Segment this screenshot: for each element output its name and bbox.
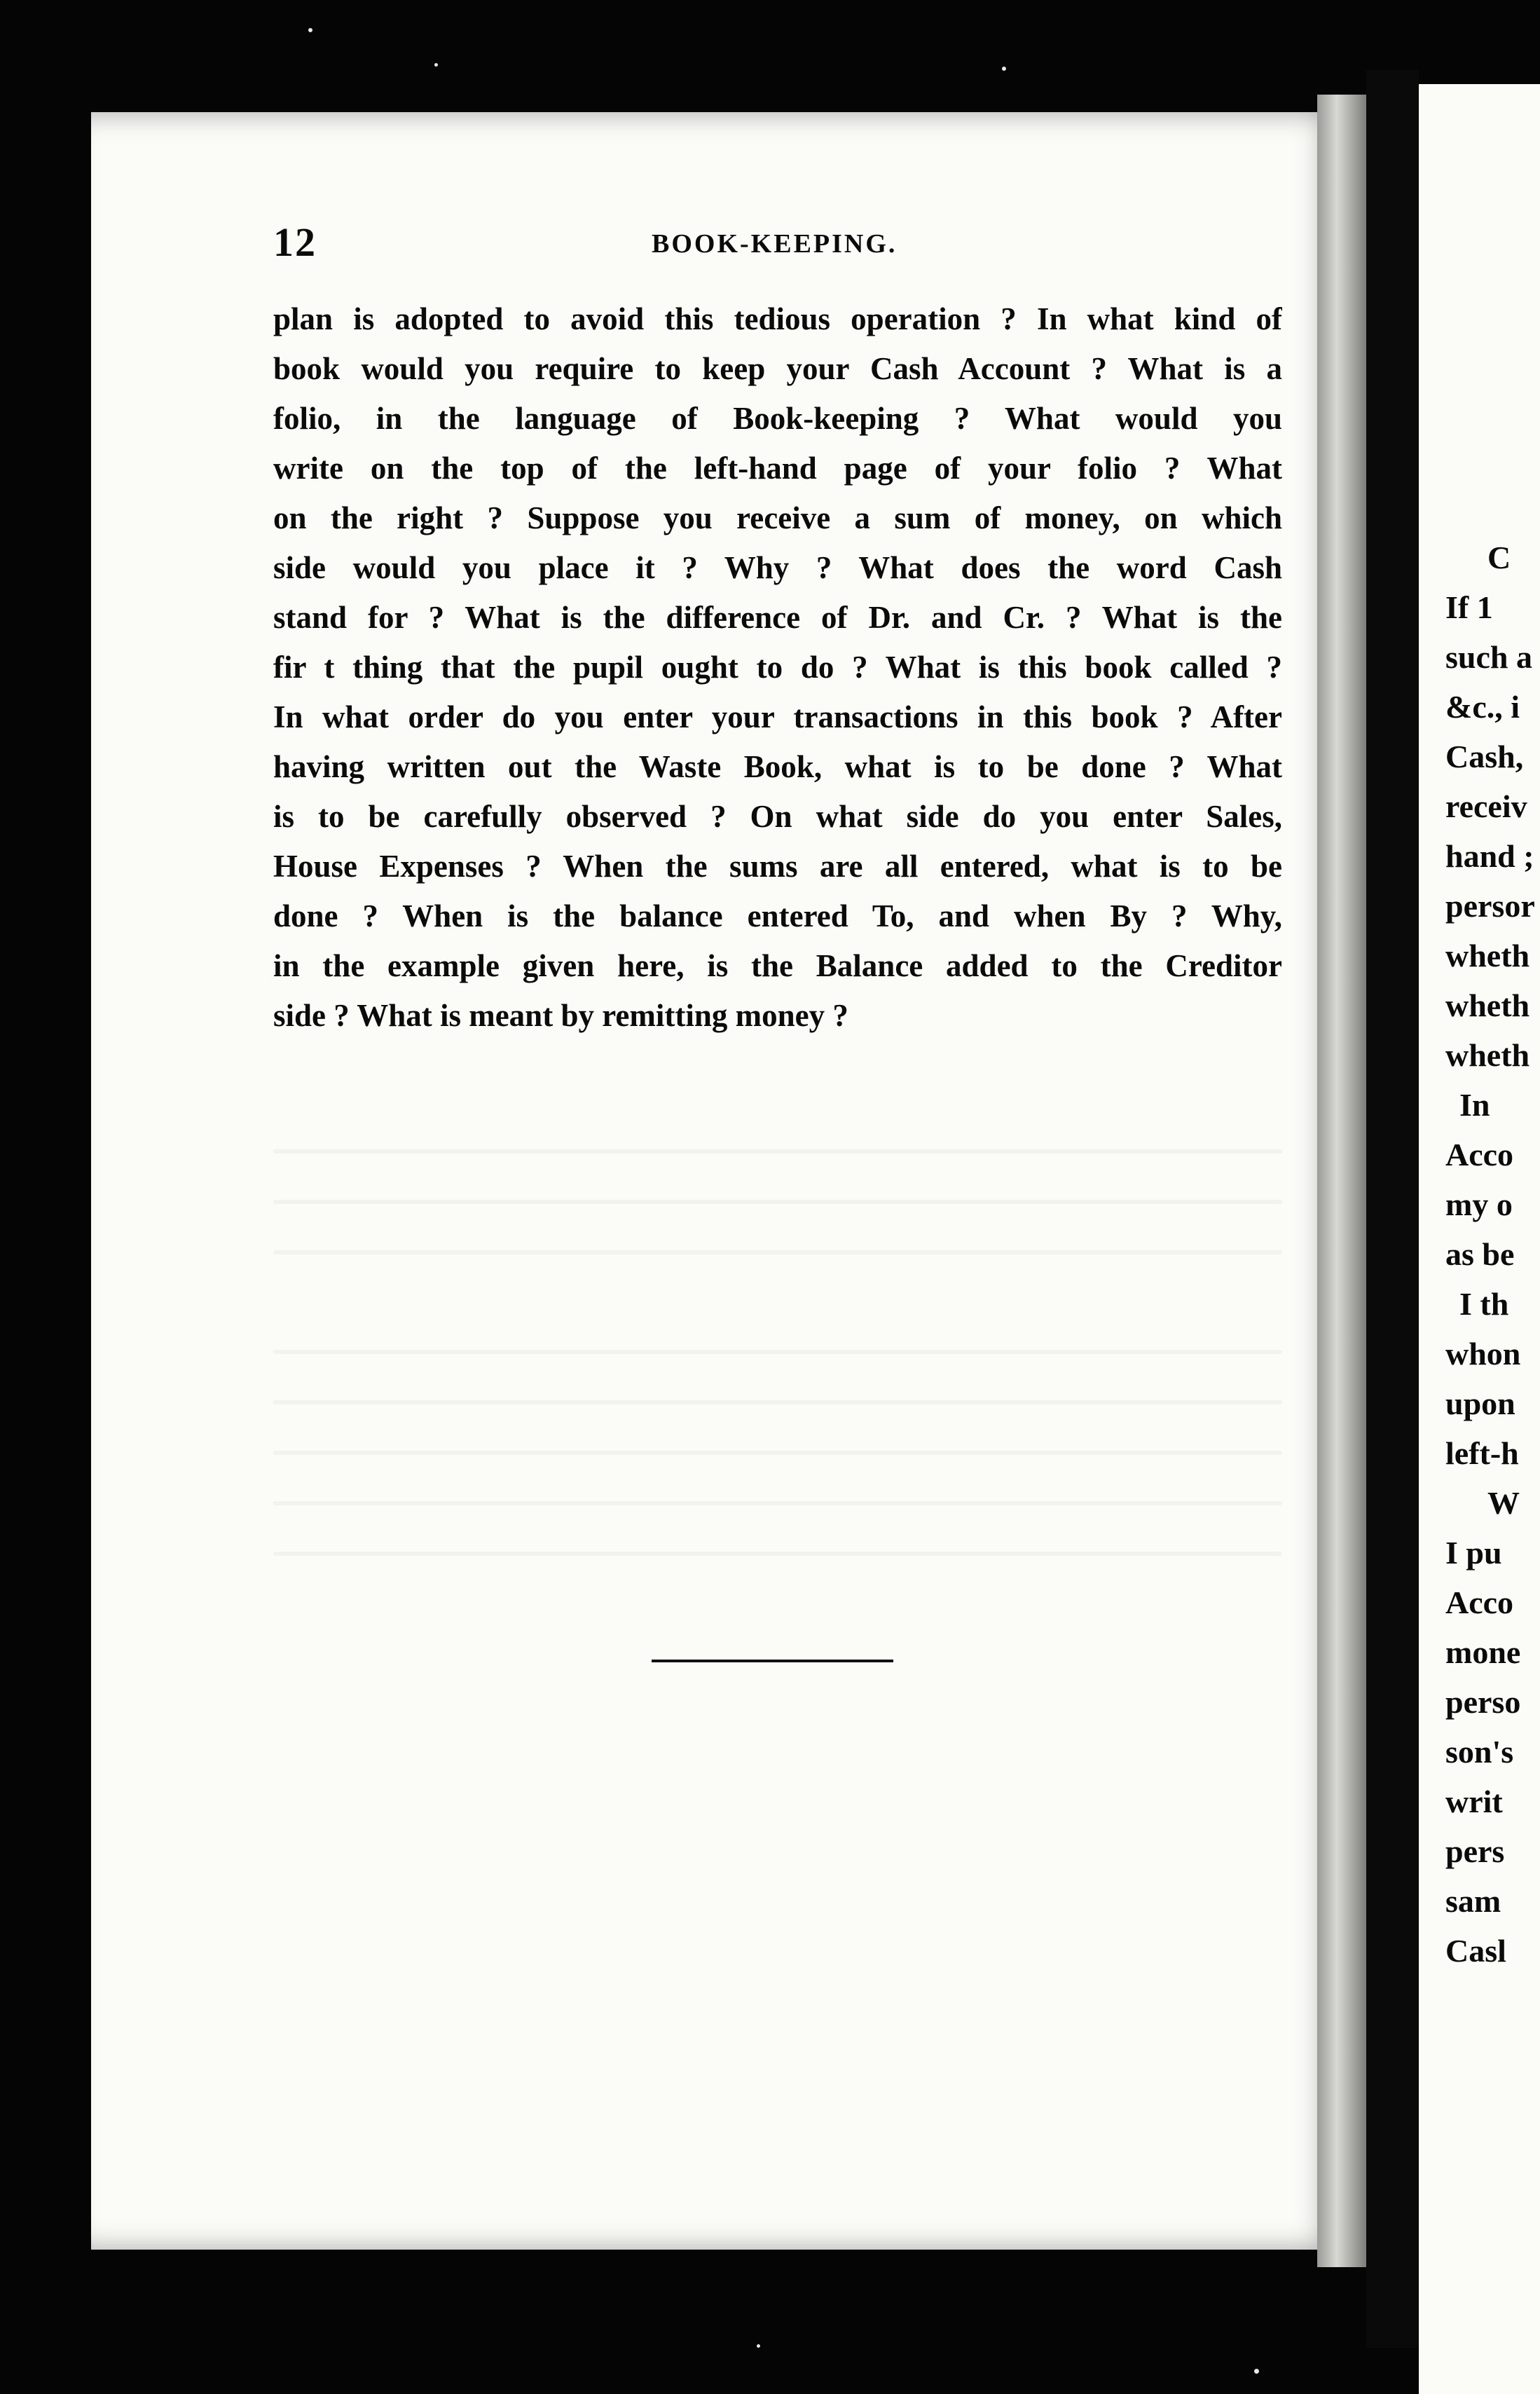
right-text-line: &c., i — [1445, 689, 1520, 725]
right-text-line: whon — [1445, 1336, 1521, 1372]
section-end-rule — [652, 1660, 893, 1662]
text-line: done ? When is the balance entered To, and when By ? Why, — [273, 898, 1282, 933]
dust-speck — [1254, 2369, 1259, 2374]
bleed-through-mark — [273, 1552, 1282, 1556]
bleed-through-mark — [273, 1250, 1282, 1254]
right-text-line: receiv — [1445, 788, 1527, 824]
right-text-line: persor — [1445, 888, 1535, 924]
dust-speck — [757, 2344, 760, 2348]
right-text-line: pers — [1445, 1833, 1505, 1869]
text-line: side would you place it ? Why ? What does the word Cash — [273, 550, 1282, 585]
dust-speck — [434, 63, 438, 67]
text-line: stand for ? What is the difference of Dr. and Cr. ? What is the — [273, 600, 1282, 635]
right-text-line: W — [1487, 1485, 1520, 1521]
text-line: in the example given here, is the Balance added to the Creditor — [273, 948, 1282, 983]
page-number: 12 — [273, 219, 317, 265]
right-text-line: If 1 — [1445, 589, 1493, 625]
right-text-line: Acco — [1445, 1137, 1514, 1172]
right-text-line: Cash, — [1445, 739, 1524, 774]
text-line: on the right ? Suppose you receive a sum of money, on which — [273, 500, 1282, 535]
dust-speck — [1002, 67, 1006, 71]
right-text-line: wheth — [1445, 1037, 1530, 1073]
text-line: having written out the Waste Book, what is to be done ? What — [273, 749, 1282, 784]
right-text-line: as be — [1445, 1236, 1515, 1272]
text-line: folio, in the language of Book-keeping ? What would you — [273, 401, 1282, 436]
right-text-line: C — [1487, 540, 1511, 575]
right-text-line: perso — [1445, 1684, 1521, 1720]
dust-speck — [308, 28, 312, 32]
right-text-line: Acco — [1445, 1585, 1514, 1620]
right-text-line: my o — [1445, 1186, 1513, 1222]
right-page-text — [1445, 463, 1540, 1976]
right-text-line: wheth — [1445, 938, 1530, 973]
text-line: fir t thing that the pupil ought to do ? What is this book called ? — [273, 650, 1282, 685]
text-line: write on the top of the left-hand page of your folio ? What — [273, 451, 1282, 486]
text-line: book would you require to keep your Cash Account ? What is a — [273, 351, 1282, 386]
running-title: BOOK-KEEPING. — [652, 229, 898, 259]
page-edge-shadow — [1317, 95, 1366, 2267]
right-text-line: upon — [1445, 1386, 1515, 1421]
right-text-line: left-h — [1445, 1435, 1519, 1471]
running-head — [273, 219, 1324, 265]
bleed-through-mark — [273, 1451, 1282, 1455]
bleed-through-mark — [273, 1400, 1282, 1404]
right-text-line: In — [1459, 1087, 1490, 1123]
right-text-line: I th — [1459, 1286, 1509, 1322]
bleed-through-mark — [273, 1200, 1282, 1204]
right-text-line: hand ; — [1445, 838, 1534, 874]
right-text-line: I pu — [1445, 1535, 1502, 1571]
right-page — [1419, 84, 1540, 2394]
body-text — [273, 294, 1282, 1041]
bleed-through-mark — [273, 1350, 1282, 1354]
right-text-line: Casl — [1445, 1933, 1506, 1969]
bleed-through-mark — [273, 1501, 1282, 1505]
book-gutter — [1366, 70, 1419, 2348]
right-text-line: son's — [1445, 1734, 1514, 1770]
text-line: In what order do you enter your transactions in this book ? After — [273, 699, 1282, 734]
right-text-line: sam — [1445, 1883, 1501, 1919]
right-text-line: such a — [1445, 639, 1532, 675]
bleed-through-mark — [273, 1149, 1282, 1154]
text-line: plan is adopted to avoid this tedious operation ? In what kind of — [273, 301, 1282, 336]
right-text-line: wheth — [1445, 987, 1530, 1023]
right-text-line: mone — [1445, 1634, 1521, 1670]
text-line: is to be carefully observed ? On what side do you enter Sales, — [273, 799, 1282, 834]
right-text-line: writ — [1445, 1784, 1503, 1819]
text-line: side ? What is meant by remitting money ? — [273, 998, 848, 1033]
text-line: House Expenses ? When the sums are all entered, what is to be — [273, 849, 1282, 884]
